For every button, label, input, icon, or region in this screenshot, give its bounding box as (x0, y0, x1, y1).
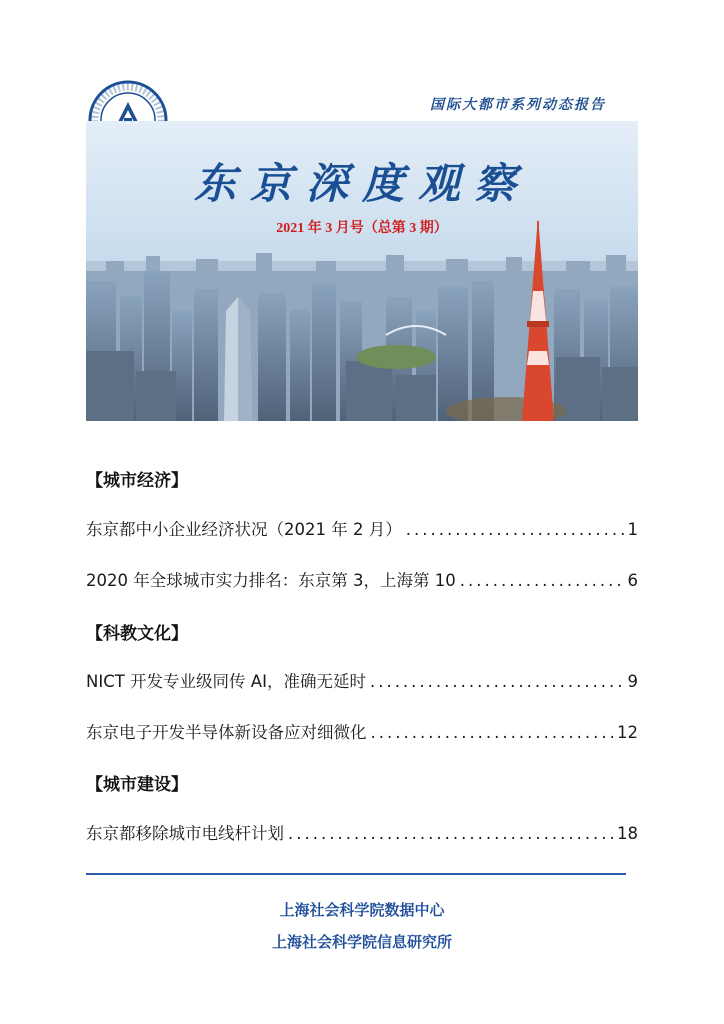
banner-title: 东京深度观察 (193, 159, 530, 208)
issue-label: 2021 年 3 月号（总第 3 期） (276, 221, 448, 236)
toc-item[interactable] (86, 820, 638, 844)
section-heading-culture: 【科教文化】 (86, 624, 188, 644)
toc-leader (406, 520, 624, 539)
toc-item-title: 2020 年全球城市实力排名：东京第 3，上海第 10 (86, 571, 456, 590)
footer-divider (86, 873, 626, 875)
toc-item[interactable] (86, 567, 638, 591)
toc-item-title: NICT 开发专业级同传 AI，准确无延时 (86, 672, 366, 691)
toc-item-page: 1 (627, 520, 638, 539)
toc-item-page: 12 (617, 723, 638, 742)
toc-leader (460, 571, 624, 590)
series-title: 国际大都市系列动态报告 (430, 97, 606, 113)
cover-banner (86, 121, 638, 421)
toc-item-page: 9 (627, 672, 638, 691)
toc-leader (370, 672, 624, 691)
toc-item-title: 东京都移除城市电线杆计划 (86, 824, 284, 843)
toc-item[interactable] (86, 668, 638, 692)
footer-org-1: 上海社会科学院数据中心 (279, 901, 445, 919)
toc-item[interactable] (86, 719, 638, 743)
section-heading-construction: 【城市建设】 (86, 775, 188, 795)
toc-item[interactable] (86, 516, 638, 540)
toc-leader (371, 723, 614, 742)
section-heading-economy: 【城市经济】 (86, 471, 188, 491)
toc-item-page: 18 (617, 824, 638, 843)
footer-org-2: 上海社会科学院信息研究所 (271, 933, 452, 951)
toc-item-title: 东京电子开发半导体新设备应对细微化 (86, 723, 367, 742)
toc-leader (288, 824, 613, 843)
toc-item-page: 6 (627, 571, 638, 590)
toc-item-title: 东京都中小企业经济状况（2021 年 2 月） (86, 520, 402, 539)
